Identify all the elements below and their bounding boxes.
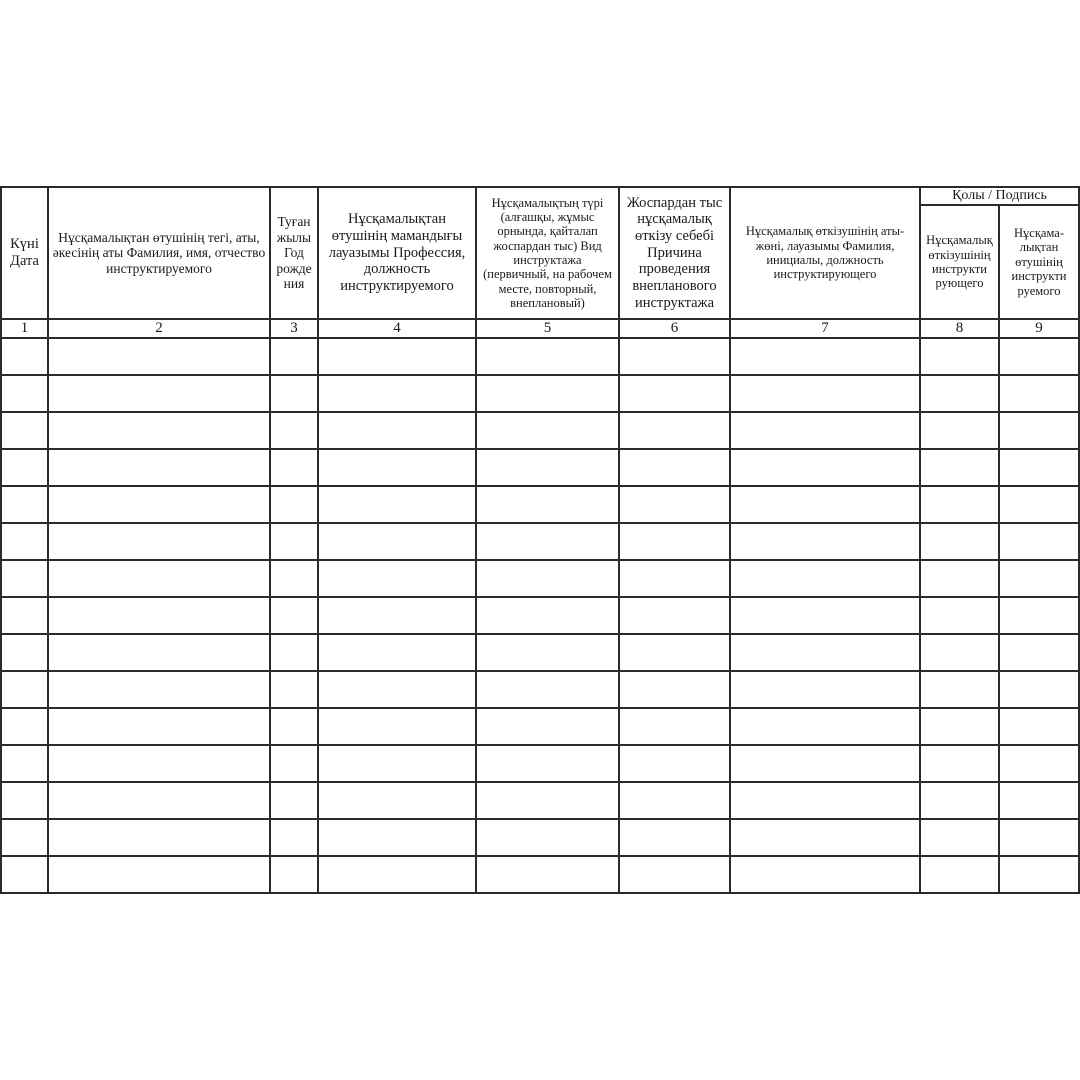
table-cell[interactable] bbox=[730, 634, 920, 671]
table-cell[interactable] bbox=[920, 856, 999, 893]
table-cell[interactable] bbox=[48, 486, 270, 523]
table-cell[interactable] bbox=[270, 338, 318, 375]
table-cell[interactable] bbox=[619, 708, 730, 745]
table-cell[interactable] bbox=[730, 745, 920, 782]
table-cell[interactable] bbox=[476, 449, 619, 486]
table-cell[interactable] bbox=[318, 819, 476, 856]
table-cell[interactable] bbox=[318, 560, 476, 597]
table-cell[interactable] bbox=[1, 782, 48, 819]
table-row bbox=[1, 819, 1079, 856]
table-cell[interactable] bbox=[730, 449, 920, 486]
table-cell[interactable] bbox=[476, 486, 619, 523]
table-cell[interactable] bbox=[476, 338, 619, 375]
table-cell[interactable] bbox=[920, 745, 999, 782]
table-cell[interactable] bbox=[1, 819, 48, 856]
table-cell[interactable] bbox=[1, 449, 48, 486]
table-cell[interactable] bbox=[730, 412, 920, 449]
table-cell[interactable] bbox=[730, 560, 920, 597]
table-cell[interactable] bbox=[48, 449, 270, 486]
table-cell[interactable] bbox=[730, 782, 920, 819]
table-cell[interactable] bbox=[318, 449, 476, 486]
table-cell[interactable] bbox=[318, 523, 476, 560]
table-row bbox=[1, 338, 1079, 375]
table-cell[interactable] bbox=[48, 634, 270, 671]
table-cell[interactable] bbox=[999, 634, 1079, 671]
table-cell[interactable] bbox=[476, 782, 619, 819]
table-row bbox=[1, 375, 1079, 412]
table-cell[interactable] bbox=[270, 560, 318, 597]
table-cell[interactable] bbox=[920, 819, 999, 856]
table-cell[interactable] bbox=[1, 671, 48, 708]
table-cell[interactable] bbox=[920, 560, 999, 597]
table-cell[interactable] bbox=[920, 449, 999, 486]
table-cell[interactable] bbox=[476, 597, 619, 634]
table-cell[interactable] bbox=[476, 745, 619, 782]
table-cell[interactable] bbox=[730, 856, 920, 893]
table-cell[interactable] bbox=[270, 819, 318, 856]
table-cell[interactable] bbox=[920, 708, 999, 745]
header-trainee-signature: Нұсқама-лықтан өтушінің инструкти руемого bbox=[999, 205, 1079, 319]
table-cell[interactable] bbox=[999, 819, 1079, 856]
table-cell[interactable] bbox=[920, 486, 999, 523]
table-cell[interactable] bbox=[318, 856, 476, 893]
table-row bbox=[1, 782, 1079, 819]
table-cell[interactable] bbox=[619, 634, 730, 671]
column-number: 1 bbox=[1, 319, 48, 338]
table-cell[interactable] bbox=[920, 597, 999, 634]
table-cell[interactable] bbox=[270, 449, 318, 486]
table-cell[interactable] bbox=[619, 523, 730, 560]
table-cell[interactable] bbox=[1, 560, 48, 597]
table-cell[interactable] bbox=[999, 412, 1079, 449]
table-cell[interactable] bbox=[48, 412, 270, 449]
table-cell[interactable] bbox=[476, 523, 619, 560]
table-cell[interactable] bbox=[476, 560, 619, 597]
table-row bbox=[1, 523, 1079, 560]
table-cell[interactable] bbox=[270, 634, 318, 671]
table-cell[interactable] bbox=[920, 523, 999, 560]
table-cell[interactable] bbox=[619, 819, 730, 856]
header-unplanned-reason: Жоспардан тыс нұсқамалық өткізу себебі Причина проведения внепланового инструктажа bbox=[619, 187, 730, 319]
table-cell[interactable] bbox=[476, 375, 619, 412]
table-cell[interactable] bbox=[318, 671, 476, 708]
table-cell[interactable] bbox=[730, 708, 920, 745]
table-cell[interactable] bbox=[48, 671, 270, 708]
table-cell[interactable] bbox=[619, 412, 730, 449]
table-row bbox=[1, 671, 1079, 708]
table-cell[interactable] bbox=[1, 856, 48, 893]
column-number-row bbox=[1, 319, 1079, 338]
table-cell[interactable] bbox=[1, 412, 48, 449]
table-cell[interactable] bbox=[999, 449, 1079, 486]
table-cell[interactable] bbox=[318, 338, 476, 375]
table-row bbox=[1, 745, 1079, 782]
header-instructor: Нұсқамалық өткізушінің аты-жөні, лауазымы Фамилия, инициалы, должность инструктирующего bbox=[730, 187, 920, 319]
table-row bbox=[1, 856, 1079, 893]
table-cell[interactable] bbox=[476, 856, 619, 893]
table-cell[interactable] bbox=[318, 634, 476, 671]
table-cell[interactable] bbox=[730, 375, 920, 412]
header-full-name: Нұсқамалықтан өтушінің тегі, аты, әкесінің аты Фамилия, имя, отчество инструктируемого bbox=[48, 187, 270, 319]
table-cell[interactable] bbox=[318, 597, 476, 634]
header-instructor-signature: Нұсқамалық өткізушінің инструкти рующего bbox=[920, 205, 999, 319]
table-cell[interactable] bbox=[619, 338, 730, 375]
table-cell[interactable] bbox=[1, 338, 48, 375]
table-cell[interactable] bbox=[999, 856, 1079, 893]
table-cell[interactable] bbox=[270, 708, 318, 745]
table-cell[interactable] bbox=[476, 708, 619, 745]
table-cell[interactable] bbox=[1, 708, 48, 745]
table-cell[interactable] bbox=[619, 745, 730, 782]
table-cell[interactable] bbox=[476, 819, 619, 856]
table-row bbox=[1, 597, 1079, 634]
table-cell[interactable] bbox=[730, 597, 920, 634]
header-instruction-type: Нұсқамалықтың түрі (алғашқы, жұмыс орнында, қайталап жоспардан тыс) Вид инструктажа (первичный, на рабочем месте, повторный, внеплановый) bbox=[476, 187, 619, 319]
table-row bbox=[1, 449, 1079, 486]
table-cell[interactable] bbox=[920, 412, 999, 449]
header-date: Күні Дата bbox=[1, 187, 48, 319]
column-number: 6 bbox=[619, 319, 730, 338]
table-cell[interactable] bbox=[920, 375, 999, 412]
column-number: 5 bbox=[476, 319, 619, 338]
table-cell[interactable] bbox=[48, 523, 270, 560]
table-row bbox=[1, 412, 1079, 449]
table-cell[interactable] bbox=[999, 708, 1079, 745]
instruction-journal-table bbox=[0, 186, 1080, 894]
table-cell[interactable] bbox=[920, 671, 999, 708]
table-cell[interactable] bbox=[318, 782, 476, 819]
table-cell[interactable] bbox=[619, 782, 730, 819]
column-number: 3 bbox=[270, 319, 318, 338]
table-row bbox=[1, 486, 1079, 523]
table-cell[interactable] bbox=[730, 338, 920, 375]
header-row bbox=[1, 187, 1079, 205]
table-cell[interactable] bbox=[999, 671, 1079, 708]
column-number: 9 bbox=[999, 319, 1079, 338]
table-cell[interactable] bbox=[270, 597, 318, 634]
table-cell[interactable] bbox=[1, 745, 48, 782]
table-cell[interactable] bbox=[318, 486, 476, 523]
table-cell[interactable] bbox=[318, 375, 476, 412]
column-number: 7 bbox=[730, 319, 920, 338]
table-cell[interactable] bbox=[476, 412, 619, 449]
table-cell[interactable] bbox=[1, 375, 48, 412]
table-cell[interactable] bbox=[619, 486, 730, 523]
header-birth-year: Туған жылы Год рожде ния bbox=[270, 187, 318, 319]
table-cell[interactable] bbox=[999, 523, 1079, 560]
table-cell[interactable] bbox=[270, 856, 318, 893]
table-cell[interactable] bbox=[48, 375, 270, 412]
column-number: 4 bbox=[318, 319, 476, 338]
table-cell[interactable] bbox=[999, 597, 1079, 634]
table-cell[interactable] bbox=[999, 375, 1079, 412]
table-row bbox=[1, 634, 1079, 671]
table-cell[interactable] bbox=[270, 745, 318, 782]
table-cell[interactable] bbox=[48, 560, 270, 597]
header-signature-group: Қолы / Подпись bbox=[920, 187, 1079, 205]
table-cell[interactable] bbox=[48, 597, 270, 634]
column-number: 8 bbox=[920, 319, 999, 338]
table-cell[interactable] bbox=[619, 449, 730, 486]
table-cell[interactable] bbox=[619, 597, 730, 634]
table-cell[interactable] bbox=[270, 375, 318, 412]
table-cell[interactable] bbox=[999, 745, 1079, 782]
table-cell[interactable] bbox=[730, 671, 920, 708]
table-cell[interactable] bbox=[1, 486, 48, 523]
table-cell[interactable] bbox=[619, 671, 730, 708]
table-cell[interactable] bbox=[318, 708, 476, 745]
table-cell[interactable] bbox=[270, 412, 318, 449]
table-cell[interactable] bbox=[48, 708, 270, 745]
table-cell[interactable] bbox=[619, 375, 730, 412]
table-cell[interactable] bbox=[1, 597, 48, 634]
table-cell[interactable] bbox=[920, 634, 999, 671]
table-cell[interactable] bbox=[48, 745, 270, 782]
table-cell[interactable] bbox=[270, 782, 318, 819]
table-row bbox=[1, 708, 1079, 745]
header-profession: Нұсқамалықтан өтушінің мамандығы лауазымы Профессия, должность инструктируемого bbox=[318, 187, 476, 319]
table-cell[interactable] bbox=[270, 671, 318, 708]
table-cell[interactable] bbox=[270, 486, 318, 523]
table-cell[interactable] bbox=[730, 523, 920, 560]
table-cell[interactable] bbox=[730, 486, 920, 523]
table-cell[interactable] bbox=[999, 782, 1079, 819]
table-cell[interactable] bbox=[270, 523, 318, 560]
table-row bbox=[1, 560, 1079, 597]
table-cell[interactable] bbox=[1, 523, 48, 560]
table-cell[interactable] bbox=[730, 819, 920, 856]
table-cell[interactable] bbox=[619, 856, 730, 893]
table-cell[interactable] bbox=[318, 745, 476, 782]
column-number: 2 bbox=[48, 319, 270, 338]
table-cell[interactable] bbox=[48, 819, 270, 856]
table-cell[interactable] bbox=[48, 338, 270, 375]
table-cell[interactable] bbox=[48, 782, 270, 819]
table-cell[interactable] bbox=[920, 782, 999, 819]
table-cell[interactable] bbox=[476, 634, 619, 671]
table-cell[interactable] bbox=[1, 634, 48, 671]
table-cell[interactable] bbox=[999, 560, 1079, 597]
table-cell[interactable] bbox=[48, 856, 270, 893]
table-cell[interactable] bbox=[619, 560, 730, 597]
table-cell[interactable] bbox=[318, 412, 476, 449]
table-cell[interactable] bbox=[920, 338, 999, 375]
table-cell[interactable] bbox=[476, 671, 619, 708]
table-cell[interactable] bbox=[999, 338, 1079, 375]
table-cell[interactable] bbox=[999, 486, 1079, 523]
